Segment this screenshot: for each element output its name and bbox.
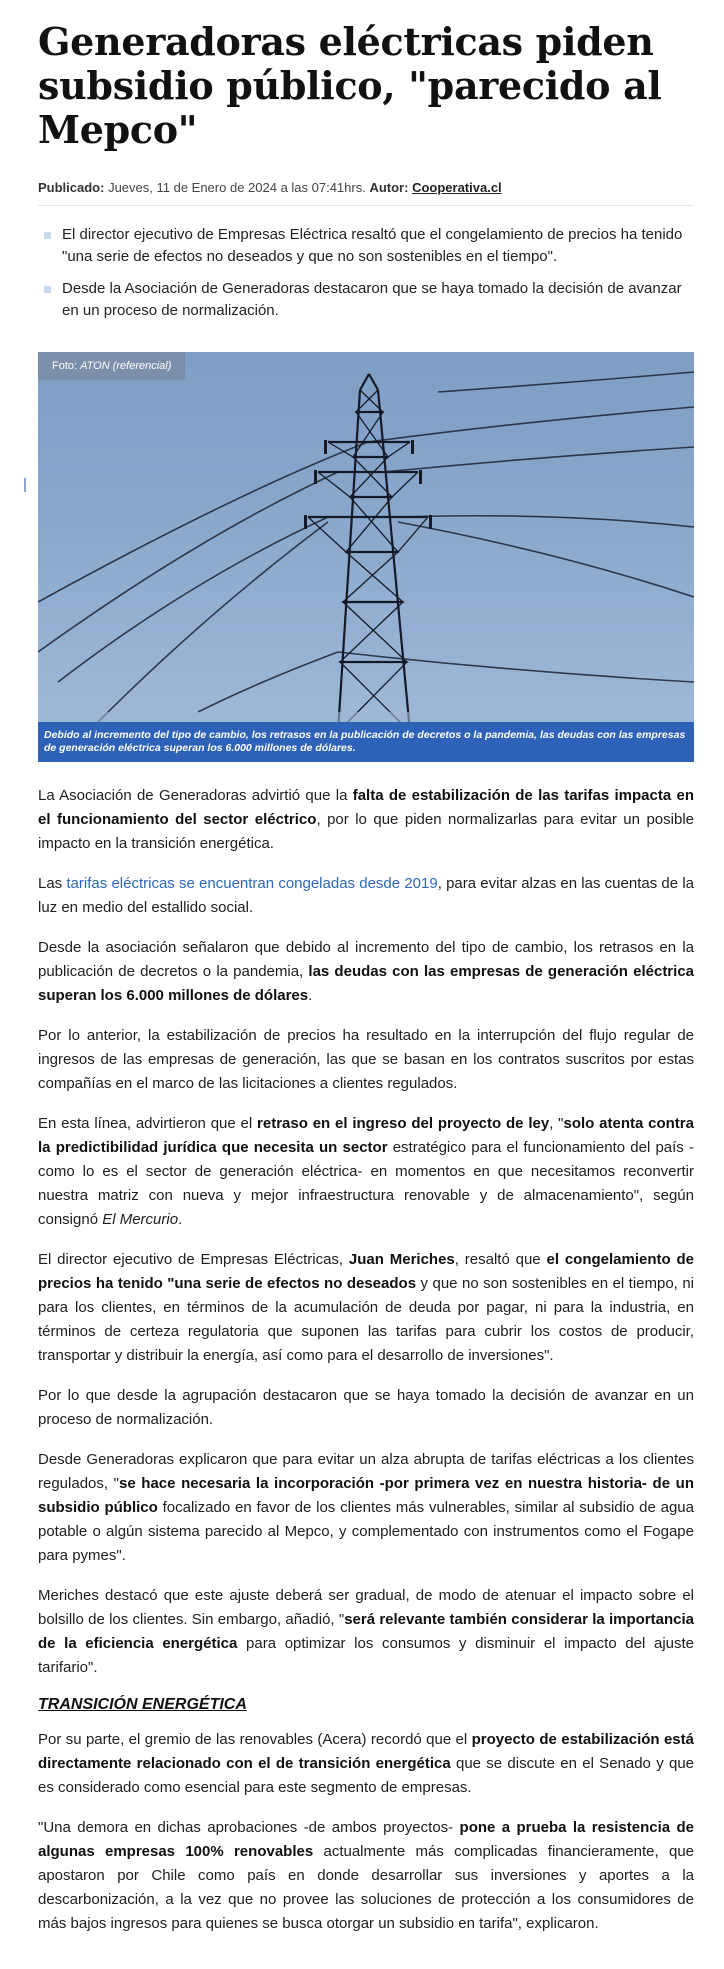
text: Las [38,875,67,892]
credit-value: ATON (referencial) [80,360,172,372]
article-body [38,784,694,1936]
article [38,20,694,1952]
summary-bullet: Desde la Asociación de Generadoras destacaron que se haya tomado la decisión de avanzar en un proceso de normalización. [38,278,694,322]
text: En esta línea, advirtieron que el [38,1115,258,1132]
text: , por lo que piden normalizarlas para evitar un posible impacto en la transición energética. [38,811,694,852]
text: estratégico para el funcionamiento del país -como lo es el sector de generación eléctrica- en momentos en que necesitamos reconvertir nuestra matriz con nueva y mejor infraestructura renovable y de almacenamiento", según consignó [38,1139,694,1228]
side-marker [24,478,26,492]
text: que se discute en el Senado y que es considerado como esencial para este segmento de empresas. [38,1755,695,1796]
summary-bullet: El director ejecutivo de Empresas Eléctrica resaltó que el congelamiento de precios ha tenido "una serie de efectos no deseados y que no son sostenibles en el tiempo". [38,224,694,268]
text: , para evitar alzas en las cuentas de la luz en medio del estallido social. [38,875,694,916]
credit-label: Foto: [52,360,81,372]
bold-text: las deudas con las empresas de generación eléctrica superan los 6.000 millones de dólares [38,963,694,1004]
bold-text: será relevante también considerar la importancia de la eficiencia energética [38,1611,694,1652]
byline [38,180,694,206]
text: , " [549,1115,564,1132]
bold-text: Juan Meriches [348,1251,455,1268]
summary-bullets [38,224,694,322]
paragraph [38,1248,694,1368]
photo-caption: Debido al incremento del tipo de cambio, los retrasos en la publicación de decretos o la pandemia, las deudas con las empresas de generación eléctrica superan los 6.000 millones de dólares. [38,722,694,762]
bold-text: se hace necesaria la incorporación -por primera vez en nuestra historia- de un subsidio público [38,1475,694,1516]
text: . [178,1211,183,1228]
text: Por su parte, el gremio de las renovables (Acera) recordó que el [38,1731,472,1748]
paragraph: Por lo anterior, la estabilización de precios ha resultado en la interrupción del flujo regular de ingresos de las empresas de generación, las que se basan en los contratos suscritos por estas compañías en el marco de las licitaciones a clientes regulados. [38,1027,694,1092]
article-photo [38,352,694,762]
text: Desde Generadoras explicaron que para evitar un alza abrupta de tarifas eléctricas a los clientes regulados, " [38,1451,694,1492]
transmission-tower-image [38,352,694,762]
article-title: Generadoras eléctricas piden subsidio público, "parecido al Mepco" [38,19,662,152]
paragraph [38,872,694,920]
paragraph [38,784,694,856]
text: "Una demora en dichas aprobaciones -de ambos proyectos- [38,1819,460,1836]
published-label: Publicado: [38,180,105,195]
paragraph: Por lo que desde la agrupación destacaron que se haya tomado la decisión de avanzar en un proceso de normalización. [38,1387,694,1428]
section-subheading: TRANSICIÓN ENERGÉTICA [38,1696,247,1713]
text: para optimizar los consumos y disminuir el impacto del ajuste tarifario". [38,1635,694,1676]
text: actualmente más complicadas financieramente, que apostaron por Chile como país en donde desarrollar sus inversiones y aportes a la descarbonización, a la vez que no provee las soluciones de protección a los consumidores de más bajos ingresos para quienes se busca otorgar un subsidio en tarifa", explicaron. [38,1843,694,1932]
bold-text: pone a prueba la resistencia de algunas empresas 100% renovables [38,1819,694,1860]
published-date: Jueves, 11 de Enero de 2024 a las 07:41hrs. [104,180,370,195]
text: y que no son sostenibles en el tiempo, ni para los clientes, en términos de la acumulación de deuda por pagar, ni para la industria, en términos de certeza regulatoria que suponen las tarifas para cubrir los costos de producir, transportar y distribuir la energía, así como para el desarrollo de inversiones". [38,1275,695,1364]
bold-text: proyecto de estabilización está directamente relacionado con el de transición energética [38,1731,694,1772]
paragraph [38,1584,694,1680]
bold-text: retraso en el ingreso del proyecto de ley [257,1115,550,1132]
photo-credit [38,352,185,380]
paragraph [38,1728,694,1800]
paragraph [38,936,694,1008]
inline-link[interactable]: tarifas eléctricas se encuentran congeladas desde 2019 [66,875,438,892]
paragraph [38,1816,694,1936]
bold-text: el congelamiento de precios ha tenido "una serie de efectos no deseados [38,1251,695,1292]
italic-text: El Mercurio [102,1211,179,1228]
paragraph [38,1448,694,1568]
text: , resaltó que [454,1251,547,1268]
text: . [308,987,313,1004]
bold-text: falta de estabilización de las tarifas impacta en el funcionamiento del sector eléctrico [38,787,694,828]
author-link[interactable]: Cooperativa.cl [412,180,502,195]
paragraph [38,1112,694,1232]
text: Desde la asociación señalaron que debido al incremento del tipo de cambio, los retrasos en la publicación de decretos o la pandemia, [38,939,694,980]
text: El director ejecutivo de Empresas Eléctricas, [38,1251,349,1268]
text: Meriches destacó que este ajuste deberá ser gradual, de modo de atenuar el impacto sobre el bolsillo de los clientes. Sin embargo, añadió, " [38,1587,694,1628]
bold-text: solo atenta contra la predictibilidad jurídica que necesita un sector [38,1115,694,1156]
text: La Asociación de Generadoras advirtió que la [38,787,353,804]
text: focalizado en favor de los clientes más vulnerables, similar al subsidio de agua potable o algún sistema parecido al Mepco, y complementado con instrumentos como el Fogape para pymes". [38,1499,694,1564]
author-label: Autor: [369,180,409,195]
